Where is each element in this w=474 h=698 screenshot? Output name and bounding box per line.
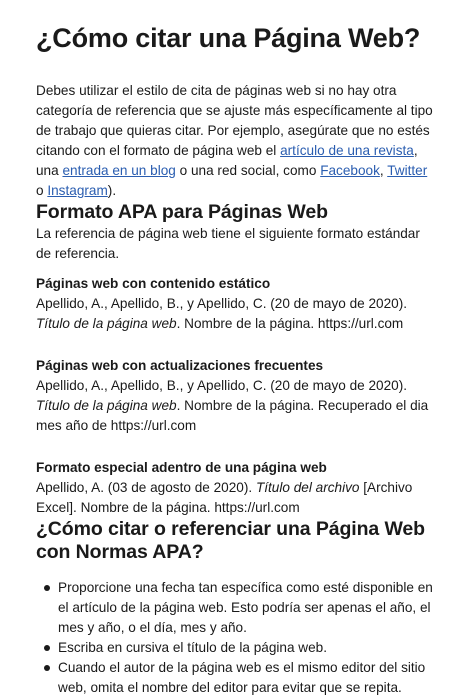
citation-special-rest: [Archivo Excel]. Nombre de la página. https://url.com bbox=[36, 480, 413, 515]
citation-static-authors: Apellido, A., Apellido, B., y Apellido, C. (20 de mayo de 2020). bbox=[36, 296, 408, 311]
subheading-frequent-updates: Páginas web con actualizaciones frecuentes bbox=[36, 358, 324, 373]
section-apa-text: La referencia de página web tiene el siguiente formato estándar de referencia. bbox=[36, 226, 420, 261]
intro-text-4: , bbox=[379, 163, 388, 178]
citation-static bbox=[36, 294, 438, 334]
intro-paragraph bbox=[36, 81, 438, 201]
bullet-dot-icon bbox=[44, 645, 50, 651]
citation-special-authors: Apellido, A. (03 de agosto de 2020). bbox=[36, 480, 256, 495]
citation-special-title: Título del archivo bbox=[255, 480, 360, 495]
page-title: ¿Cómo citar una Página Web? bbox=[36, 23, 421, 53]
link-instagram[interactable]: Instagram bbox=[47, 183, 108, 198]
intro-text-5: o bbox=[36, 183, 48, 198]
intro-text-1: Debes utilizar el estilo de cita de páginas web si no hay otra categoría de referencia que se ajuste más específicamente al tipo de trabajo que quieras citar. Por ejemplo, asegúrate que no estés citando con el formato de página web el bbox=[36, 83, 433, 158]
intro-text-2: , una bbox=[36, 143, 418, 178]
citation-static-rest: . Nombre de la página. https://url.com bbox=[176, 316, 404, 331]
link-twitter[interactable]: Twitter bbox=[387, 163, 428, 178]
subheading-static-content: Páginas web con contenido estático bbox=[36, 276, 271, 291]
list-item bbox=[58, 638, 438, 658]
list-item bbox=[58, 578, 438, 638]
link-facebook[interactable]: Facebook bbox=[320, 163, 380, 178]
intro-text-6: ). bbox=[107, 183, 117, 198]
list-item-text: Escriba en cursiva el título de la página web. bbox=[58, 640, 328, 655]
citation-frequent-rest: . Nombre de la página. Recuperado el dia mes año de https://url.com bbox=[36, 398, 429, 433]
citation-frequent-authors: Apellido, A., Apellido, B., y Apellido, C. (20 de mayo de 2020). bbox=[36, 378, 408, 393]
bullet-dot-icon bbox=[44, 665, 50, 671]
citation-frequent bbox=[36, 376, 438, 436]
citation-special bbox=[36, 478, 438, 518]
link-blog-entry[interactable]: entrada en un blog bbox=[62, 163, 176, 178]
section-heading-apa-format: Formato APA para Páginas Web bbox=[36, 201, 328, 223]
link-journal-article[interactable]: artículo de una revista bbox=[280, 143, 414, 158]
citation-static-title: Título de la página web bbox=[36, 316, 177, 331]
intro-text-3: o una red social, como bbox=[175, 163, 321, 178]
section-heading-how-to-cite: ¿Cómo citar o referenciar una Página Web con Normas APA? bbox=[36, 518, 425, 563]
guidelines-list bbox=[36, 578, 438, 698]
bullet-dot-icon bbox=[44, 585, 50, 591]
list-item-text: Proporcione una fecha tan específica como esté disponible en el artículo de la página web. Esto podría ser apenas el año, el mes y año, o el día, mes y año. bbox=[58, 580, 433, 635]
subheading-special-format: Formato especial adentro de una página web bbox=[36, 460, 327, 475]
list-item bbox=[58, 658, 438, 698]
citation-frequent-title: Título de la página web bbox=[36, 398, 177, 413]
list-item-text: Cuando el autor de la página web es el mismo editor del sitio web, omita el nombre del editor para evitar que se repita. bbox=[58, 660, 426, 695]
